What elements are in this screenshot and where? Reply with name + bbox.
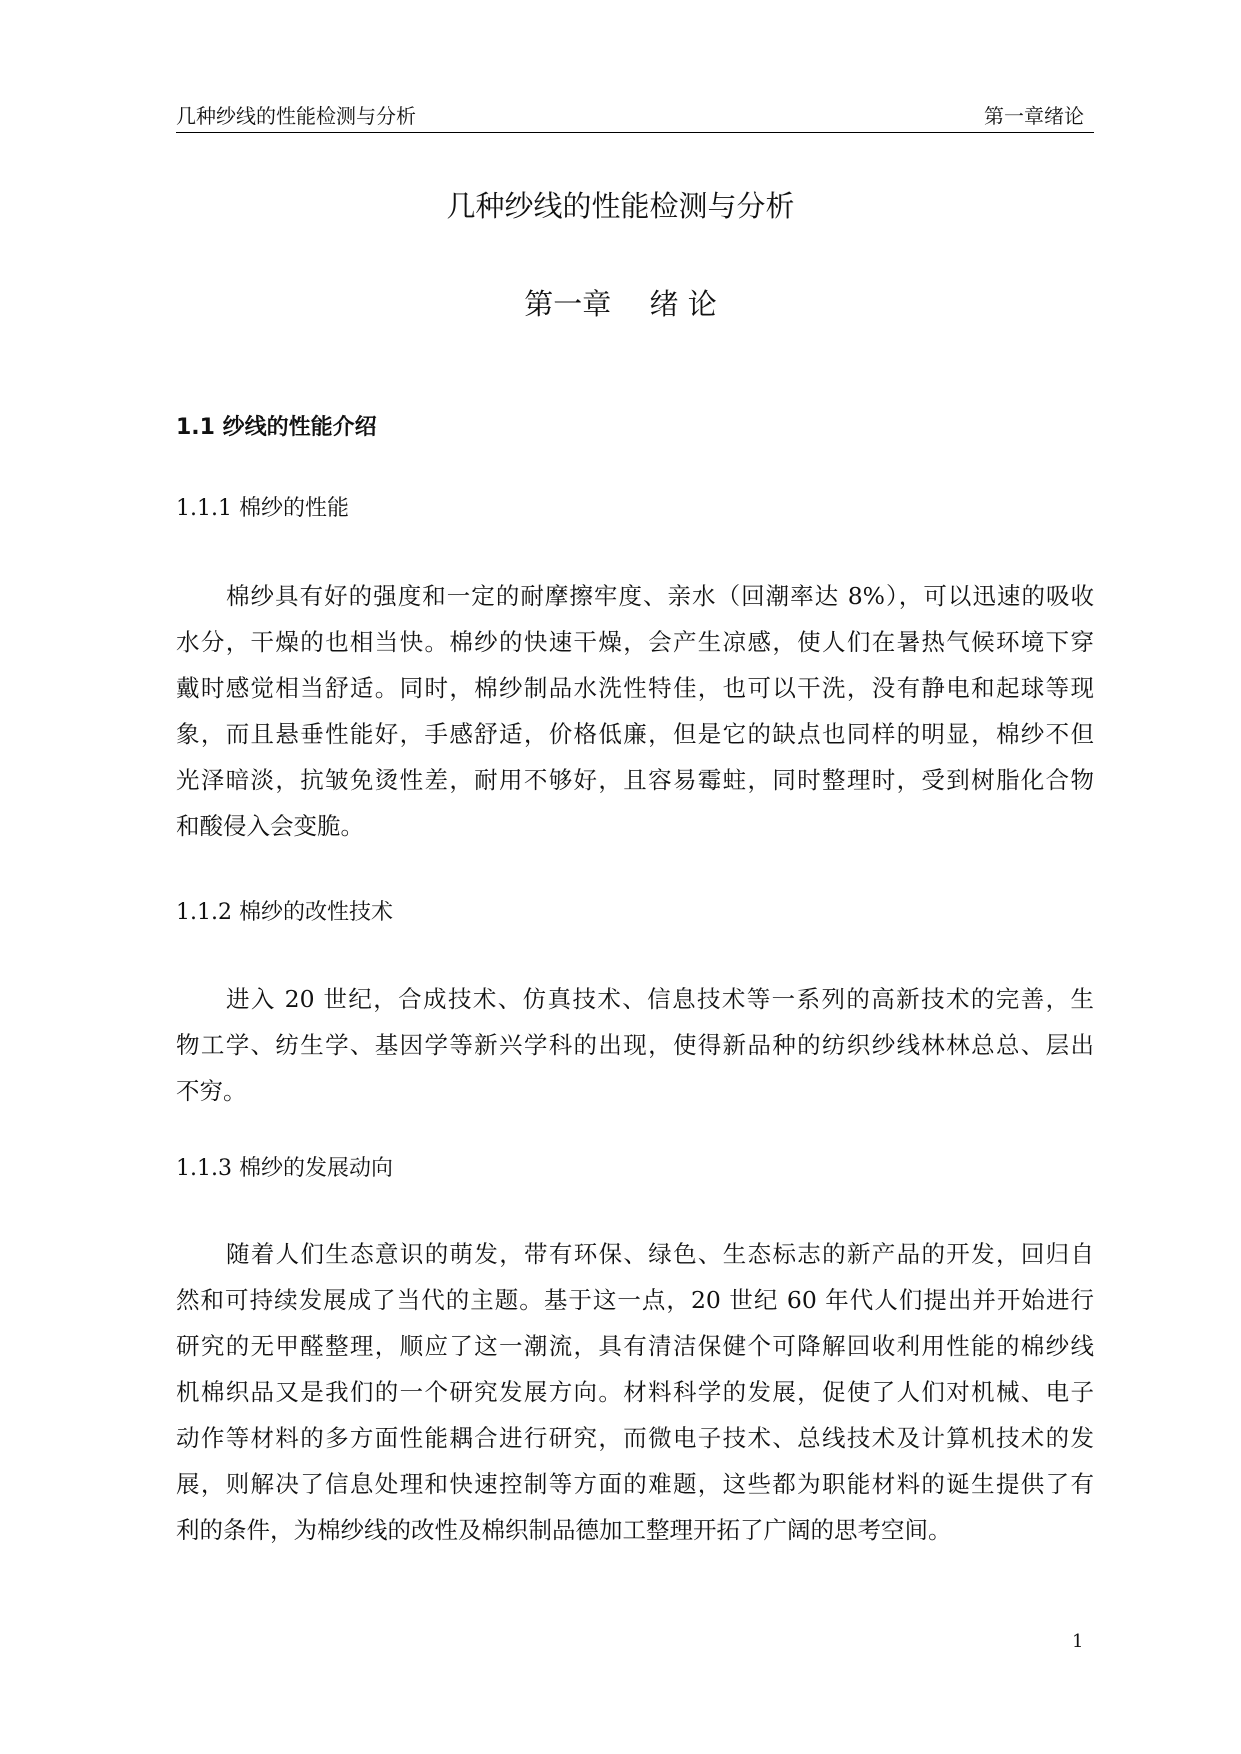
chapter-title: 第一章 绪 论 (524, 287, 717, 321)
paragraph-line: 研究的无甲醛整理，顺应了这一潮流，具有清洁保健个可降解回收利用性能的棉纱线 (176, 1332, 1094, 1360)
paragraph-1-1-1 (176, 573, 1094, 849)
paragraph-line: 棉纱具有好的强度和一定的耐摩擦牢度、亲水（回潮率达 8%），可以迅速的吸收 (226, 582, 1094, 610)
header-document-title: 几种纱线的性能检测与分析 (176, 104, 416, 128)
page-number: 1 (1072, 1631, 1084, 1652)
paragraph-1-1-3 (176, 1231, 1094, 1553)
paragraph-line: 水分，干燥的也相当快。棉纱的快速干燥，会产生凉感，使人们在暑热气候环境下穿 (176, 628, 1094, 656)
header-chapter-title: 第一章绪论 (984, 104, 1084, 128)
paragraph-line: 然和可持续发展成了当代的主题。基于这一点，20 世纪 60 年代人们提出并开始进行 (176, 1286, 1094, 1314)
paragraph-line: 物工学、纺生学、基因学等新兴学科的出现，使得新品种的纺织纱线林林总总、层出 (176, 1031, 1094, 1059)
paragraph-line: 展，则解决了信息处理和快速控制等方面的难题，这些都为职能材料的诞生提供了有 (176, 1470, 1094, 1498)
paragraph-line: 和酸侵入会变脆。 (176, 812, 364, 840)
paragraph-line: 光泽暗淡，抗皱免烫性差，耐用不够好，且容易霉蛀，同时整理时，受到树脂化合物 (176, 766, 1094, 794)
paragraph-line: 随着人们生态意识的萌发，带有环保、绿色、生态标志的新产品的开发，回归自 (226, 1240, 1094, 1268)
section-heading-1-1: 1.1 纱线的性能介绍 (176, 415, 377, 440)
subsection-heading-1-1-1: 1.1.1 棉纱的性能 (176, 496, 349, 521)
paragraph-line: 利的条件，为棉纱线的改性及棉织制品德加工整理开拓了广阔的思考空间。 (176, 1516, 952, 1544)
document-title: 几种纱线的性能检测与分析 (446, 189, 795, 223)
paragraph-line: 戴时感觉相当舒适。同时，棉纱制品水洗性特佳，也可以干洗，没有静电和起球等现 (176, 674, 1094, 702)
paragraph-line: 进入 20 世纪，合成技术、仿真技术、信息技术等一系列的高新技术的完善，生 (226, 985, 1094, 1013)
subsection-heading-1-1-2: 1.1.2 棉纱的改性技术 (176, 900, 393, 925)
paragraph-line: 动作等材料的多方面性能耦合进行研究，而微电子技术、总线技术及计算机技术的发 (176, 1424, 1094, 1452)
paragraph-1-1-2 (176, 976, 1094, 1114)
running-header (176, 102, 1094, 133)
paragraph-line: 不穷。 (176, 1077, 247, 1105)
paragraph-line: 机棉织品又是我们的一个研究发展方向。材料科学的发展，促使了人们对机械、电子 (176, 1378, 1094, 1406)
paragraph-line: 象，而且悬垂性能好，手感舒适，价格低廉，但是它的缺点也同样的明显，棉纱不但 (176, 720, 1094, 748)
subsection-heading-1-1-3: 1.1.3 棉纱的发展动向 (176, 1156, 393, 1181)
